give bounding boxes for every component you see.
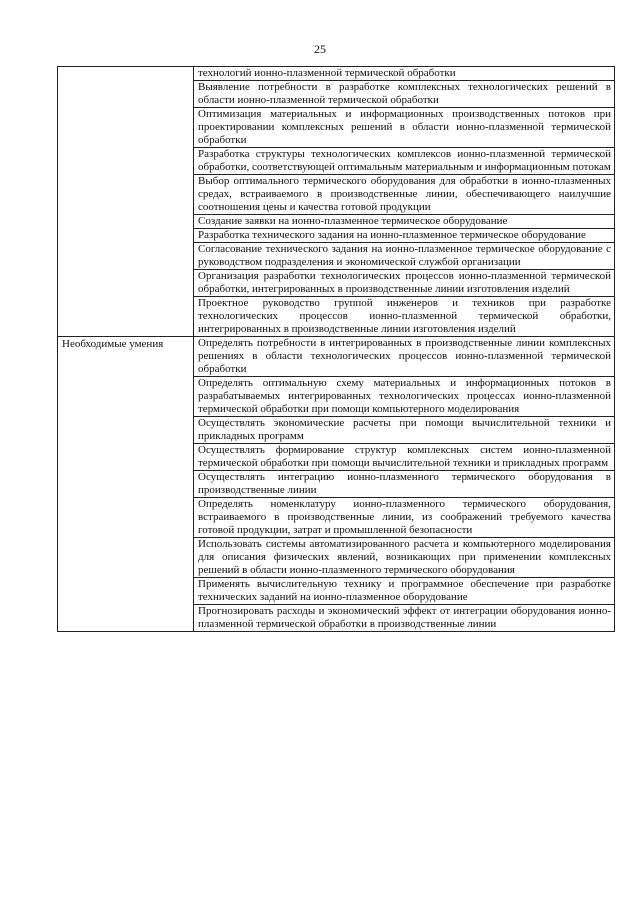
labor-actions-item: Организация разработки технологических процессов ионно-плазменной термической обработки, интегрированных в производственные линии изготовления изделий bbox=[194, 270, 615, 297]
labor-actions-item: технологий ионно-плазменной термической обработки bbox=[194, 67, 615, 81]
required-skills-item: Определять номенклатуру ионно-плазменного термического оборудования, встраиваемого в производственные линии, из соображений требуемого качества готовой продукции, затрат и промышленной безопасности bbox=[194, 498, 615, 538]
required-skills-item: Осуществлять экономические расчеты при помощи вычислительной техники и прикладных программ bbox=[194, 417, 615, 444]
required-skills-item: Применять вычислительную технику и программное обеспечение при разработке технических заданий на ионно-плазменное оборудование bbox=[194, 578, 615, 605]
required-skills-item: Осуществлять формирование структур комплексных систем ионно-плазменной термической обработки при помощи вычислительной техники и прикладных программ bbox=[194, 444, 615, 471]
required-skills-item: Прогнозировать расходы и экономический эффект от интеграции оборудования ионно-плазменной термической обработки в производственные линии bbox=[194, 605, 615, 632]
page-number: 25 bbox=[314, 42, 326, 56]
required-skills-item: Использовать системы автоматизированного расчета и компьютерного моделирования для описания физических явлений, возникающих при применении комплексных решений в области ионно-плазменного термического оборудования bbox=[194, 538, 615, 578]
requirements-table bbox=[57, 66, 615, 632]
labor-actions-item: Проектное руководство группой инженеров и техников при разработке технологических процессов ионно-плазменной термической обработки, интегрированных в производственные линии изготовления изделий bbox=[194, 297, 615, 337]
labor-actions-item: Оптимизация материальных и информационных производственных потоков при проектировании комплексных решений в области ионно-плазменной термической обработки bbox=[194, 108, 615, 148]
labor-actions-item: Разработка технического задания на ионно-плазменное термическое оборудование bbox=[194, 229, 615, 243]
required-skills-item: Определять оптимальную схему материальных и информационных потоков в разрабатываемых интегрированных технологических процессах ионно-плазменной термической обработки при помощи компьютерного моделирования bbox=[194, 377, 615, 417]
required-skills-item: Определять потребности в интегрированных в производственные линии комплексных решениях в области технологических процессов ионно-плазменной термической обработки bbox=[194, 337, 615, 377]
labor-actions-row bbox=[58, 67, 615, 81]
labor-actions-label-cell bbox=[58, 67, 194, 337]
required-skills-row bbox=[58, 337, 615, 377]
labor-actions-item: Выявление потребности в разработке комплексных технологических решений в области ионно-плазменной термической обработки bbox=[194, 81, 615, 108]
required-skills-label-cell bbox=[58, 337, 194, 632]
labor-actions-item: Разработка структуры технологических комплексов ионно-плазменной термической обработки, соответствующей оптимальным материальным и информационным потокам bbox=[194, 148, 615, 175]
labor-actions-label bbox=[62, 67, 190, 68]
labor-actions-item: Согласование технического задания на ионно-плазменное термическое оборудование с руководством подразделения и экономической службой организации bbox=[194, 243, 615, 270]
labor-actions-item: Выбор оптимального термического оборудования для обработки в ионно-плазменных средах, встраиваемого в производственные линии, обеспечивающего наилучшие соотношения цены и качества готовой продукции bbox=[194, 175, 615, 215]
required-skills-label: Необходимые умения bbox=[62, 338, 164, 350]
labor-actions-item: Создание заявки на ионно-плазменное термическое оборудование bbox=[194, 215, 615, 229]
required-skills-item: Осуществлять интеграцию ионно-плазменного термического оборудования в производственные линии bbox=[194, 471, 615, 498]
